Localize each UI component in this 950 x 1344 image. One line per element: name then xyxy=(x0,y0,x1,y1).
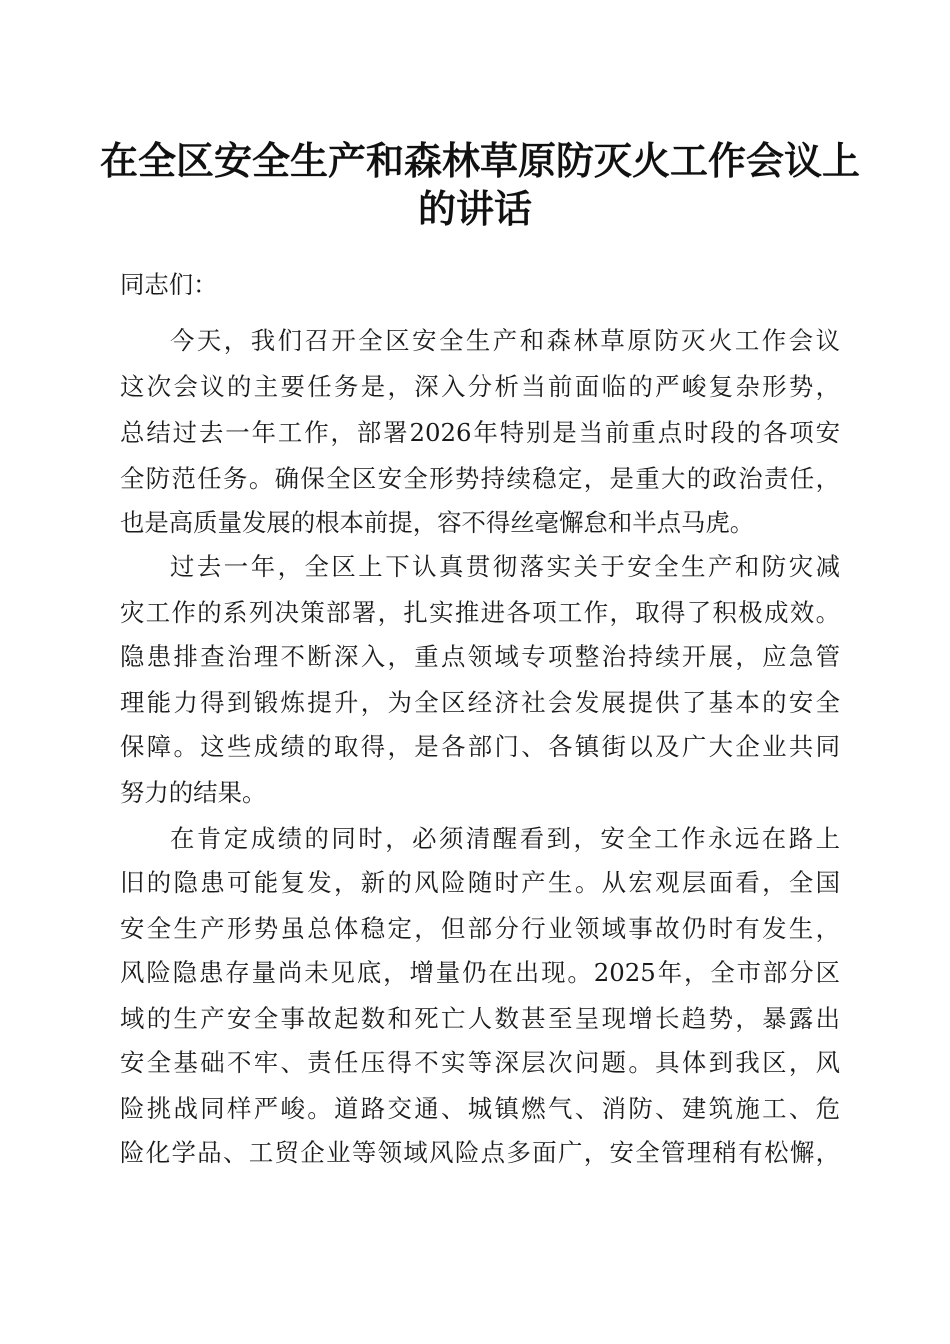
paragraph-3-line-5: 域的生产安全事故起数和死亡人数甚至呈现增长趋势，暴露出 xyxy=(120,1004,840,1033)
salutation: 同志们： xyxy=(120,270,218,299)
paragraph-1-line-3: 总结过去一年工作，部署2026年特别是当前重点时段的各项安 xyxy=(120,418,840,447)
paragraph-2-line-1: 过去一年，全区上下认真贯彻落实关于安全生产和防灾减 xyxy=(170,552,840,581)
paragraph-3-line-8: 险化学品、工贸企业等领域风险点多面广，安全管理稍有松懈， xyxy=(120,1138,840,1167)
paragraph-3-line-2: 旧的隐患可能复发，新的风险随时产生。从宏观层面看，全国 xyxy=(120,868,840,897)
paragraph-2-line-2: 灾工作的系列决策部署，扎实推进各项工作，取得了积极成效。 xyxy=(120,598,840,627)
paragraph-3-line-1: 在肯定成绩的同时，必须清醒看到，安全工作永远在路上 xyxy=(170,824,840,853)
paragraph-1-line-1: 今天，我们召开全区安全生产和森林草原防灭火工作会议 xyxy=(170,326,840,355)
paragraph-1-line-5: 也是高质量发展的根本前提，容不得丝毫懈怠和半点马虎。 xyxy=(120,508,755,537)
paragraph-1-line-2: 这次会议的主要任务是，深入分析当前面临的严峻复杂形势， xyxy=(120,372,840,401)
document-title-line-1: 在全区安全生产和森林草原防灭火工作会议上 xyxy=(100,138,861,183)
paragraph-2-line-5: 保障。这些成绩的取得，是各部门、各镇街以及广大企业共同 xyxy=(120,732,840,761)
paragraph-3-line-6: 安全基础不牢、责任压得不实等深层次问题。具体到我区，风 xyxy=(120,1048,840,1077)
paragraph-2-line-4: 理能力得到锻炼提升，为全区经济社会发展提供了基本的安全 xyxy=(120,688,840,717)
paragraph-2-line-3: 隐患排查治理不断深入，重点领域专项整治持续开展，应急管 xyxy=(120,642,840,671)
document-title-line-2: 的讲话 xyxy=(417,186,532,231)
paragraph-1-line-4: 全防范任务。确保全区安全形势持续稳定，是重大的政治责任， xyxy=(120,464,840,493)
paragraph-3-line-3: 安全生产形势虽总体稳定，但部分行业领域事故仍时有发生， xyxy=(120,914,840,943)
paragraph-3-line-7: 险挑战同样严峻。道路交通、城镇燃气、消防、建筑施工、危 xyxy=(120,1094,840,1123)
paragraph-3-line-4: 风险隐患存量尚未见底，增量仍在出现。2025年，全市部分区 xyxy=(120,958,840,987)
paragraph-2-line-6: 努力的结果。 xyxy=(120,778,267,807)
